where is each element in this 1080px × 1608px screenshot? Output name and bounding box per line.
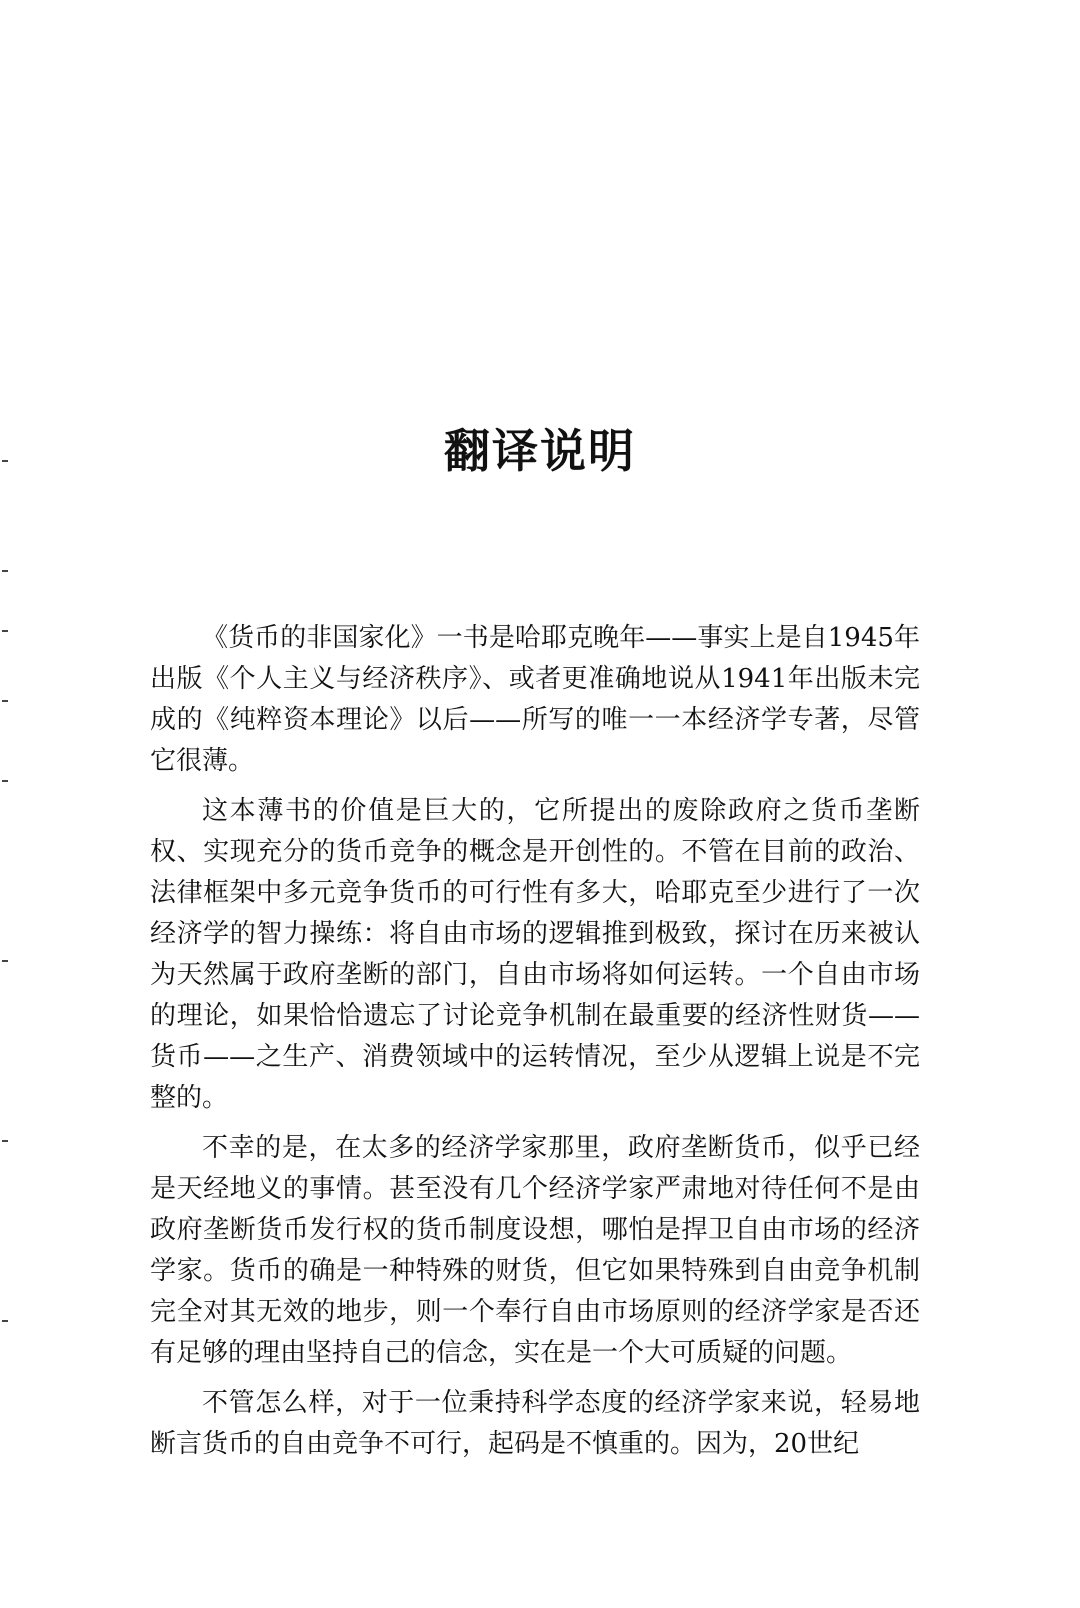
paragraph: 不管怎么样，对于一位秉持科学态度的经济学家来说，轻易地断言货币的自由竞争不可行，起码是不慎重的。因为，20世纪 [150, 1388, 920, 1459]
scan-edge-marks [0, 440, 14, 1440]
page-title: 翻译说明 [444, 423, 636, 478]
paragraph: 这本薄书的价值是巨大的，它所提出的废除政府之货币垄断权、实现充分的货币竞争的概念是开创性的。不管在目前的政治、法律框架中多元竞争货币的可行性有多大，哈耶克至少进行了一次经济学的智力操练：将自由市场的逻辑推到极致，探讨在历来被认为天然属于政府垄断的部门，自由市场将如何运转。一个自由市场的理论，如果恰恰遗忘了讨论竞争机制在最重要的经济性财货——货币——之生产、消费领域中的运转情况，至少从逻辑上说是不完整的。 [150, 796, 920, 1113]
paragraph: 不幸的是，在太多的经济学家那里，政府垄断货币，似乎已经是天经地义的事情。甚至没有几个经济学家严肃地对待任何不是由政府垄断货币发行权的货币制度设想，哪怕是捍卫自由市场的经济学家。货币的确是一种特殊的财货，但它如果特殊到自由竞争机制完全对其无效的地步，则一个奉行自由市场原则的经济学家是否还有足够的理由坚持自己的信念，实在是一个大可质疑的问题。 [150, 1133, 920, 1368]
body-text [150, 618, 920, 1474]
paragraph: 《货币的非国家化》一书是哈耶克晚年——事实上是自1945年出版《个人主义与经济秩序》、或者更准确地说从1941年出版未完成的《纯粹资本理论》以后——所写的唯一一本经济学专著，尽管它很薄。 [150, 623, 920, 776]
